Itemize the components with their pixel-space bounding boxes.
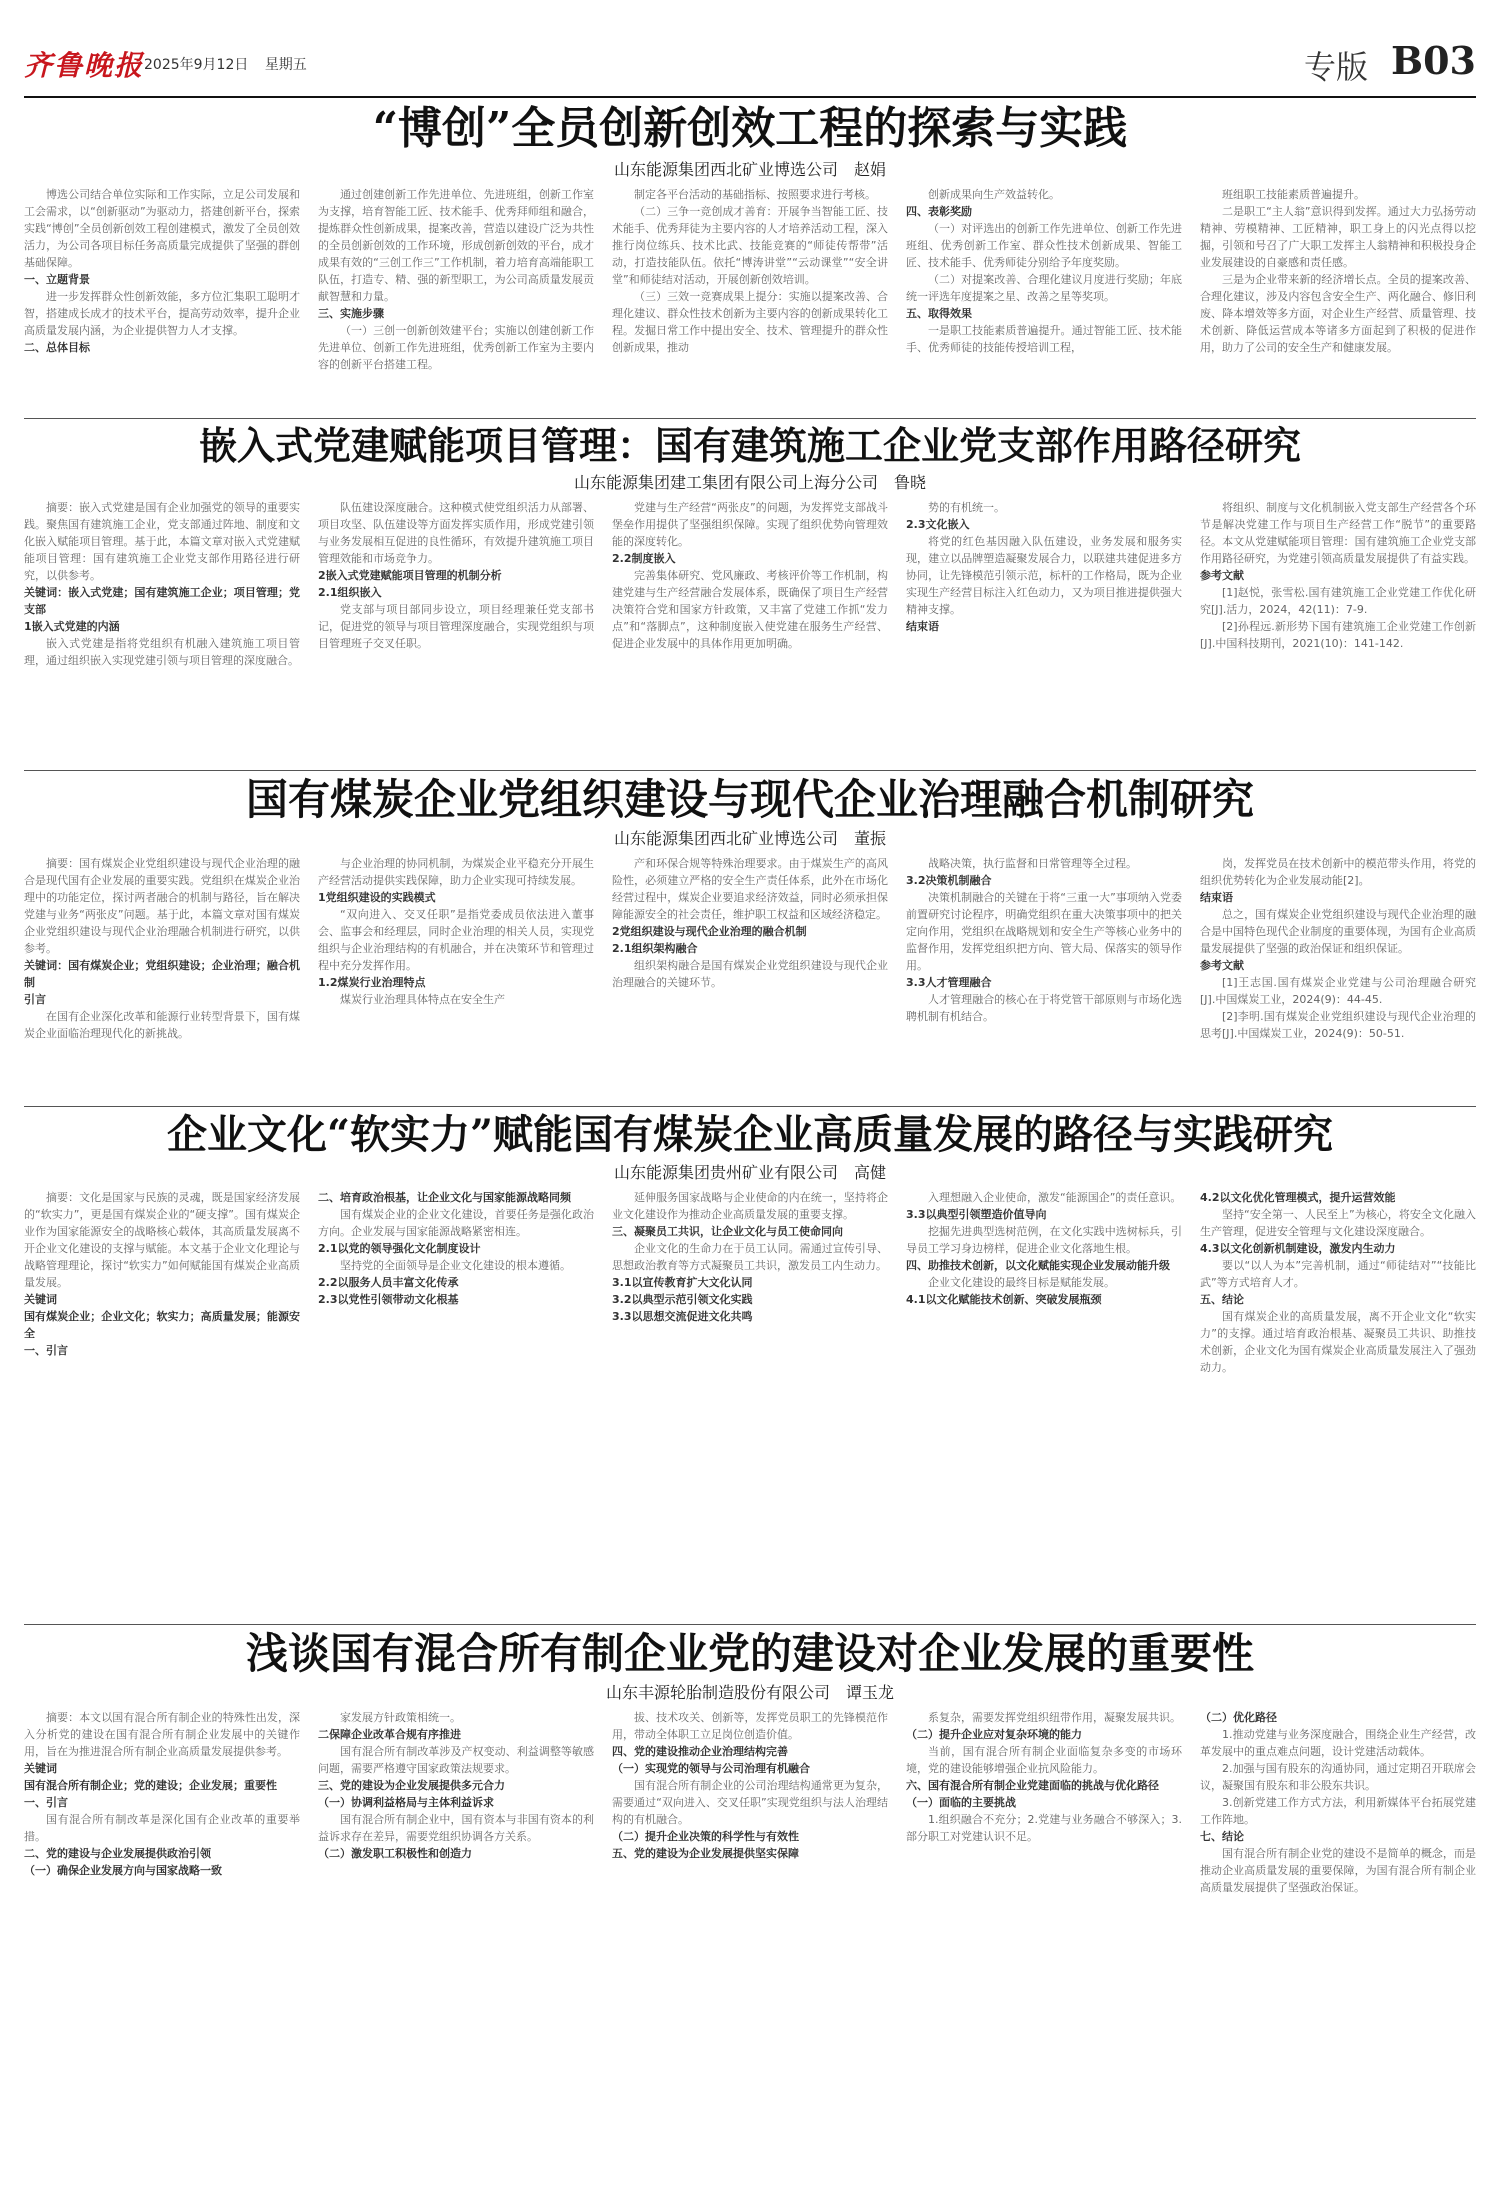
section-subhead: 三、实施步骤 — [318, 306, 384, 320]
article-byline: 山东能源集团西北矿业博选公司 赵娟 — [613, 159, 886, 179]
section-subhead: 3.3以典型引领塑造价值导向 — [906, 1208, 1047, 1221]
article-divider — [24, 418, 1476, 419]
paragraph: 党建与生产经营“两张皮”的问题，为发挥党支部战斗堡垒作用提供了坚强组织保障。实现了组织优势向管理效能的深度转化。 — [612, 500, 888, 548]
section-subhead: 结束语 — [906, 619, 939, 633]
paragraph: 产和环保合规等特殊治理要求。由于煤炭生产的高风险性，必须建立严格的安全生产责任体系，此外在市场化经营过程中，煤炭企业要追求经济效益，同时必须承担保障能源安全的社会责任，维护职工权益和区域经济稳定。 — [612, 857, 888, 922]
paragraph: （二）对提案改善、合理化建议月度进行奖励；年底统一评选年度提案之星、改善之星等奖项。 — [906, 272, 1182, 303]
paragraph: 国有混合所有制企业的公司治理结构通常更为复杂，需要通过“双向进入、交叉任职”实现党组织与法人治理结构的有机融合。 — [612, 1779, 888, 1827]
article-divider — [24, 1106, 1476, 1107]
article-column — [1200, 186, 1476, 372]
section-subhead: 一、引言 — [24, 1796, 68, 1810]
paragraph: 通过创建创新工作先进单位、先进班组，创新工作室为支撑，培育智能工匠、技术能手、优秀拜师组和融合，提炼群众性创新成果，提案改善，营造以建设广泛为共性的全员创新创效的工作环境，形成创新创效的平台，成才成果有效的“三创工作三”工作机制，着力培育高端能职工队伍，打造专、精、强的新型职工，为公司高质量发展贡献智慧和力量。 — [318, 187, 594, 303]
paragraph: 系复杂，需要发挥党组织纽带作用，凝聚发展共识。 — [928, 1711, 1181, 1725]
article-body — [24, 186, 1476, 372]
article-column — [1200, 499, 1476, 735]
paragraph: 摘要：嵌入式党建是国有企业加强党的领导的重要实践。聚焦国有建筑施工企业，党支部通过阵地、制度和文化嵌入赋能项目管理。基于此，本篇文章对嵌入式党建赋能项目管理：国有建筑施工企业党支部作用路径进行研究，以供参考。 — [24, 500, 300, 582]
paragraph: 入理想融入企业使命，激发“能源国企”的责任意识。 — [928, 1191, 1182, 1204]
paragraph: 班组职工技能素质普遍提升。 — [1222, 187, 1365, 201]
section-subhead: 参考文献 — [1200, 959, 1244, 973]
section-label: 专版 — [1303, 48, 1368, 86]
article-body — [24, 1709, 1476, 2179]
paragraph: 国有混合所有制企业党的建设不是简单的概念，而是推动企业高质量发展的重要保障，为国有混合所有制企业高质量发展提供了坚强政治保证。 — [1200, 1847, 1476, 1895]
paragraph: 3.创新党建工作方式方法，利用新媒体平台拓展党建工作阵地。 — [1200, 1796, 1476, 1827]
article-column — [906, 499, 1182, 735]
article-2 — [24, 424, 1476, 735]
article-divider — [24, 1624, 1476, 1625]
paragraph: 三是为企业带来新的经济增长点。全员的提案改善、合理化建议，涉及内容包含安全生产、两化融合、修旧利废、降本增效等多方面，对企业生产经营、质量管理、技术创新、降低运营成本等诸多方面起到了积极的促进作用，助力了公司的安全生产和健康发展。 — [1200, 272, 1476, 354]
newspaper-logo: 齐鲁晚报 — [24, 49, 145, 82]
paragraph: 人才管理融合的核心在于将党管干部原则与市场化选聘机制有机结合。 — [906, 993, 1182, 1024]
section-subhead: 2党组织建设与现代企业治理的融合机制 — [612, 925, 807, 939]
paragraph: 与企业治理的协同机制，为煤炭企业平稳充分开展生产经营活动提供实践保障，助力企业实现可持续发展。 — [318, 857, 594, 888]
section-subhead: 1党组织建设的实践模式 — [318, 891, 436, 905]
paragraph: 摘要：文化是国家与民族的灵魂，既是国家经济发展的“软实力”，更是国有煤炭企业的“硬支撑”。国有煤炭企业作为国家能源安全的战略核心载体，其高质量发展离不开企业文化建设的支撑与赋能。本文基于企业文化理论与战略管理理论，探讨“软实力”如何赋能国有煤炭企业高质量发展。 — [24, 1191, 300, 1289]
article-column — [1200, 855, 1476, 1113]
section-subhead: （二）提升企业应对复杂环境的能力 — [906, 1728, 1082, 1742]
article-5 — [24, 1630, 1476, 2179]
article-body — [24, 1189, 1476, 1629]
article-column — [318, 1709, 594, 2179]
paragraph: 嵌入式党建是指将党组织有机融入建筑施工项目管理，通过组织嵌入实现党建引领与项目管理的深度融合。 — [24, 636, 300, 667]
section-subhead: 一、立题背景 — [24, 272, 90, 286]
paragraph: 决策机制融合的关键在于将“三重一大”事项纳入党委前置研究讨论程序，明确党组织在重大决策事项中的把关定向作用，党组织在战略规划和安全生产等核心业务中的监督作用，发挥党组织把方向、管大局、保落实的领导作用。 — [906, 891, 1182, 973]
paragraph: 挖掘先进典型选树范例，在文化实践中选树标兵，引导员工学习身边榜样，促进企业文化落地生根。 — [906, 1225, 1182, 1255]
article-body — [24, 855, 1476, 1113]
article-column — [612, 186, 888, 372]
section-subhead: 4.3以文化创新机制建设，激发内生动力 — [1200, 1242, 1396, 1255]
article-byline: 山东能源集团贵州矿业有限公司 高健 — [613, 1163, 886, 1182]
paragraph: 2.加强与国有股东的沟通协同，通过定期召开联席会议，凝聚国有股东和非公股东共识。 — [1200, 1762, 1476, 1793]
paragraph: 拔、技术攻关、创新等，发挥党员职工的先锋模范作用，带动全体职工立足岗位创造价值。 — [612, 1711, 888, 1742]
section-subhead: 五、结论 — [1200, 1293, 1244, 1306]
page-number: B03 — [1391, 38, 1476, 83]
paragraph: （二）三争一竞创成才善育：开展争当智能工匠、技术能手、优秀拜徒为主要内容的人才培养活动工程，深入推行岗位练兵、技术比武、技能竞赛的“师徒传帮带”活动，打造技能队伍。依托“博涛讲堂”“云动课堂”“安全讲堂”和师徒结对活动，开展创新创效培训。 — [612, 204, 888, 286]
article-headline: 嵌入式党建赋能项目管理：国有建筑施工企业党支部作用路径研究 — [198, 423, 1301, 468]
paragraph: 国有煤炭企业的企业文化建设，首要任务是强化政治方向。企业发展与国家能源战略紧密相连。 — [318, 1208, 594, 1238]
paragraph: [1]赵悦，张雪松.国有建筑施工企业党建工作优化研究[J].活力，2024，42(11)：7-9. — [1200, 585, 1476, 616]
article-body — [24, 499, 1476, 735]
article-column — [906, 1189, 1182, 1629]
article-column — [318, 186, 594, 372]
section-subhead: 关键词 — [24, 1293, 57, 1306]
paragraph: 家发展方针政策相统一。 — [340, 1711, 461, 1725]
paragraph: 一是职工技能素质普遍提升。通过智能工匠、技术能手、优秀师徒的技能传授培训工程， — [906, 323, 1182, 354]
article-column — [612, 1709, 888, 2179]
section-subhead: 2.2制度嵌入 — [612, 551, 676, 565]
section-subhead: 3.3以思想交流促进文化共鸣 — [612, 1310, 753, 1323]
article-column — [906, 855, 1182, 1113]
header-rule — [24, 96, 1476, 98]
article-column — [24, 1709, 300, 2179]
section-subhead: 1嵌入式党建的内涵 — [24, 619, 120, 633]
article-column — [1200, 1189, 1476, 1629]
article-column — [318, 499, 594, 735]
section-subhead: （二）激发职工积极性和创造力 — [318, 1847, 472, 1861]
paragraph: 坚持党的全面领导是企业文化建设的根本遵循。 — [340, 1259, 571, 1272]
article-column — [318, 855, 594, 1113]
article-column — [612, 1189, 888, 1629]
section-subhead: 2.1组织架构融合 — [612, 942, 698, 956]
article-divider — [24, 770, 1476, 771]
paragraph: 国有混合所有制企业中，国有资本与非国有资本的利益诉求存在差异，需要党组织协调各方关系。 — [318, 1813, 594, 1844]
article-byline: 山东能源集团建工集团有限公司上海分公司 鲁晓 — [573, 472, 926, 492]
paragraph: 将组织、制度与文化机制嵌入党支部生产经营各个环节是解决党建工作与项目生产经营工作“脱节”的重要路径。本文从党建赋能项目管理：国有建筑施工企业党支部作用路径研究，为党建引领高质量发展提供了有益实践。 — [1200, 500, 1476, 565]
article-column — [906, 186, 1182, 372]
article-column — [24, 186, 300, 372]
section-subhead: 引言 — [24, 993, 46, 1007]
section-subhead: 2.3文化嵌入 — [906, 517, 970, 531]
article-column — [24, 855, 300, 1113]
paragraph: 企业文化的生命力在于员工认同。需通过宣传引导、思想政治教育等方式凝聚员工共识，激发员工内生动力。 — [612, 1242, 888, 1272]
section-subhead: 3.2以典型示范引领文化实践 — [612, 1293, 753, 1306]
section-subhead: 4.1以文化赋能技术创新、突破发展瓶颈 — [906, 1293, 1102, 1306]
section-subhead: 4.2以文化优化管理模式，提升运营效能 — [1200, 1191, 1396, 1204]
paragraph: 1.推动党建与业务深度融合，围绕企业生产经营，改革发展中的重点难点问题，设计党建活动载体。 — [1200, 1728, 1476, 1759]
paragraph: 队伍建设深度融合。这种模式使党组织活力从部署、项目攻坚、队伍建设等方面发挥实质作用，形成党建引领与业务发展相互促进的良性循环，有效提升建筑施工项目管理效能和市场竞争力。 — [318, 500, 594, 565]
section-subhead: 二、总体目标 — [24, 340, 90, 354]
section-subhead: 四、表彰奖励 — [906, 204, 972, 218]
masthead — [24, 10, 1476, 86]
section-subhead: 二保障企业改革合规有序推进 — [318, 1728, 461, 1742]
paragraph: （三）三效一竞赛成果上提分：实施以提案改善、合理化建议、群众性技术创新为主要内容的创新成果转化工程。发掘日常工作中提出安全、技术、管理提升的群众性创新成果，推动 — [612, 289, 888, 354]
section-subhead: 四、党的建设推动企业治理结构完善 — [612, 1745, 788, 1759]
paragraph: 创新成果向生产效益转化。 — [928, 187, 1060, 201]
article-column — [612, 499, 888, 735]
article-column — [318, 1189, 594, 1629]
paragraph: 制定各平台活动的基础指标、按照要求进行考核。 — [634, 187, 876, 201]
paragraph: 总之，国有煤炭企业党组织建设与现代企业治理的融合是中国特色现代企业制度的重要体现，为国有企业高质量发展提供了坚强的政治保证和组织保证。 — [1200, 908, 1476, 956]
article-column — [24, 1189, 300, 1629]
paragraph: 博选公司结合单位实际和工作实际，立足公司发展和工会需求，以“创新驱动”为驱动力，搭建创新平台，探索实践“博创”全员创新创效工程创建模式，激发了全员创效活力，为公司各项目标任务高质量完成提供了坚强的群创基础保障。 — [24, 187, 300, 269]
paragraph: 当前，国有混合所有制企业面临复杂多变的市场环境，党的建设能够增强企业抗风险能力。 — [906, 1745, 1182, 1776]
article-column — [906, 1709, 1182, 2179]
section-subhead: （一）协调利益格局与主体利益诉求 — [318, 1796, 494, 1810]
paragraph: 完善集体研究、党风廉政、考核评价等工作机制，构建党建与生产经营融合发展体系，既确保了项目生产经营决策符合党和国家方针政策，又丰富了党建工作抓“发力点”和“落脚点”，这种制度嵌入使党建在服务生产经营、促进企业发展中的具体作用更加明确。 — [612, 568, 888, 650]
section-subhead: 五、取得效果 — [906, 306, 972, 320]
section-subhead: 2.1组织嵌入 — [318, 585, 382, 599]
paragraph: 延伸服务国家战略与企业使命的内在统一，坚持将企业文化建设作为推动企业高质量发展的重要支撑。 — [612, 1191, 888, 1221]
section-subhead: 国有混合所有制企业；党的建设；企业发展；重要性 — [24, 1779, 277, 1793]
section-subhead: 2.2以服务人员丰富文化传承 — [318, 1276, 459, 1289]
article-byline: 山东丰源轮胎制造股份有限公司 谭玉龙 — [605, 1683, 894, 1703]
section-subhead: 三、凝聚员工共识，让企业文化与员工使命同向 — [612, 1225, 843, 1238]
article-4 — [24, 1112, 1476, 1629]
paragraph: 坚持“安全第一、人民至上”为核心，将安全文化融入生产管理，促进安全管理与文化建设深度融合。 — [1200, 1208, 1476, 1238]
section-subhead: 关键词：国有煤炭企业；党组织建设；企业治理；融合机制 — [24, 959, 300, 990]
paragraph: 势的有机统一。 — [928, 500, 1005, 514]
paragraph: 国有煤炭企业的高质量发展，离不开企业文化“软实力”的支撑。通过培育政治根基、凝聚员工共识、助推技术创新，企业文化为国有煤炭企业高质量发展注入了强劲动力。 — [1200, 1310, 1476, 1374]
paragraph: 1.组织融合不充分；2.党建与业务融合不够深入；3.部分职工对党建认识不足。 — [906, 1813, 1182, 1844]
section-subhead: 3.2决策机制融合 — [906, 874, 992, 888]
article-byline: 山东能源集团西北矿业博选公司 董振 — [613, 829, 886, 849]
section-subhead: 3.1以宣传教育扩大文化认同 — [612, 1276, 753, 1289]
section-subhead: 三、党的建设为企业发展提供多元合力 — [318, 1779, 505, 1793]
section-subhead: 2嵌入式党建赋能项目管理的机制分析 — [318, 568, 502, 582]
section-subhead: 二、党的建设与企业发展提供政治引领 — [24, 1847, 211, 1861]
section-subhead: 四、助推技术创新，以文化赋能实现企业发展动能升级 — [906, 1259, 1170, 1272]
section-subhead: 参考文献 — [1200, 568, 1244, 582]
paragraph: 国有混合所有制改革涉及产权变动、利益调整等敏感问题，需要严格遵守国家政策法规要求。 — [318, 1745, 594, 1776]
issue-date: 2025年9月12日 — [144, 57, 249, 73]
section-subhead: 六、国有混合所有制企业党建面临的挑战与优化路径 — [906, 1779, 1159, 1793]
section-subhead: 1.2煤炭行业治理特点 — [318, 976, 426, 990]
section-subhead: 一、引言 — [24, 1344, 68, 1357]
paragraph: 在国有企业深化改革和能源行业转型背景下，国有煤炭企业面临治理现代化的新挑战。 — [24, 1010, 300, 1041]
section-subhead: 二、培育政治根基，让企业文化与国家能源战略同频 — [318, 1191, 571, 1204]
section-subhead: （一）面临的主要挑战 — [906, 1796, 1016, 1810]
paragraph: 进一步发挥群众性创新效能，多方位汇集职工聪明才智，搭建成长成才的技术平台，提高劳动效率，提升企业高质量发展内涵，为企业提供智力人才支撑。 — [24, 289, 300, 337]
section-subhead: （二）提升企业决策的科学性与有效性 — [612, 1830, 799, 1844]
article-column — [1200, 1709, 1476, 2179]
paragraph: 将党的红色基因融入队伍建设，业务发展和服务实现，建立以品牌塑造凝聚发展合力，以联建共建促进多方协同，让先锋模范引领示范，标杆的工作格局，既为企业实现生产经营目标注入红色动力，又为项目推进提供强大精神支撑。 — [906, 534, 1182, 616]
section-subhead: 2.3以党性引领带动文化根基 — [318, 1293, 459, 1306]
paragraph: 煤炭行业治理具体特点在安全生产 — [340, 993, 505, 1007]
article-headline: 企业文化“软实力”赋能国有煤炭企业高质量发展的路径与实践研究 — [166, 1111, 1333, 1158]
section-subhead: 2.1以党的领导强化文化制度设计 — [318, 1242, 481, 1255]
paragraph: [2]李明.国有煤炭企业党组织建设与现代企业治理的思考[J].中国煤炭工业，2024(9)：50-51. — [1200, 1010, 1476, 1041]
article-column — [24, 499, 300, 735]
paragraph: “双向进入、交叉任职”是指党委成员依法进入董事会、监事会和经理层，同时企业治理的相关人员，实现党组织与企业治理结构的有机融合，并在决策环节和管理过程中充分发挥作用。 — [318, 908, 594, 973]
dateline — [144, 54, 319, 74]
paragraph: [1]王志国.国有煤炭企业党建与公司治理融合研究[J].中国煤炭工业，2024(9)：44-45. — [1200, 976, 1476, 1007]
article-3 — [24, 776, 1476, 1113]
paragraph: 企业文化建设的最终目标是赋能发展。 — [928, 1276, 1115, 1289]
section-subhead: （一）实现党的领导与公司治理有机融合 — [612, 1762, 810, 1776]
paragraph: 摘要：国有煤炭企业党组织建设与现代企业治理的融合是现代国有企业发展的重要实践。党组织在煤炭企业治理中的功能定位，探讨两者融合的机制与路径，旨在解决党建与业务“两张皮”问题。基于此，本篇文章对国有煤炭企业党组织建设与现代企业治理融合机制进行研究，以供参考。 — [24, 857, 300, 956]
article-headline: 浅谈国有混合所有制企业党的建设对企业发展的重要性 — [245, 1629, 1254, 1678]
section-subhead: 国有煤炭企业；企业文化；软实力；高质量发展；能源安全 — [24, 1310, 300, 1340]
article-headline: 国有煤炭企业党组织建设与现代企业治理融合机制研究 — [245, 775, 1254, 824]
article-headline: “博创”全员创新创效工程的探索与实践 — [372, 103, 1128, 154]
section-subhead: 五、党的建设为企业发展提供坚实保障 — [612, 1847, 799, 1861]
paragraph: 摘要：本文以国有混合所有制企业的特殊性出发，深入分析党的建设在国有混合所有制企业发展中的关键作用，旨在为推进混合所有制企业高质量发展提供参考。 — [24, 1711, 300, 1759]
section-subhead: 关键词 — [24, 1762, 57, 1776]
section-subhead: 关键词：嵌入式党建；国有建筑施工企业；项目管理；党支部 — [24, 585, 300, 616]
paragraph: 要以“以人为本”完善机制，通过“师徒结对”“技能比武”等方式培育人才。 — [1200, 1259, 1476, 1289]
article-1 — [24, 104, 1476, 372]
paragraph: 国有混合所有制改革是深化国有企业改革的重要举措。 — [24, 1813, 300, 1844]
section-subhead: 七、结论 — [1200, 1830, 1244, 1844]
section-subhead: （一）确保企业发展方向与国家战略一致 — [24, 1864, 222, 1878]
paragraph: 战略决策，执行监督和日常管理等全过程。 — [928, 857, 1137, 871]
paragraph: 组织架构融合是国有煤炭企业党组织建设与现代企业治理融合的关键环节。 — [612, 959, 888, 990]
section-subhead: 3.3人才管理融合 — [906, 976, 992, 990]
section-subhead: （二）优化路径 — [1200, 1711, 1277, 1725]
paragraph: [2]孙程远.新形势下国有建筑施工企业党建工作创新[J].中国科技期刊，2021(10)：141-142. — [1200, 619, 1476, 650]
paragraph: 二是职工“主人翁”意识得到发挥。通过大力弘扬劳动精神、劳模精神、工匠精神，职工身上的闪光点得以挖掘，引领和号召了广大职工发挥主人翁精神和积极投身企业发展建设的自豪感和责任感。 — [1200, 204, 1476, 269]
paragraph: 党支部与项目部同步设立，项目经理兼任党支部书记，促进党的领导与项目管理深度融合，实现党组织与项目管理班子交叉任职。 — [318, 602, 594, 650]
paragraph: 岗，发挥党员在技术创新中的模范带头作用，将党的组织优势转化为企业发展动能[2]。 — [1200, 857, 1476, 888]
article-column — [612, 855, 888, 1113]
section-subhead: 结束语 — [1200, 891, 1233, 905]
issue-weekday: 星期五 — [264, 57, 307, 73]
paragraph: （一）对评选出的创新工作先进单位、创新工作先进班组、优秀创新工作室、群众性技术创新成果、智能工匠、技术能手、优秀师徒分别给予年度奖励。 — [906, 221, 1182, 269]
paragraph: （一）三创一创新创效建平台；实施以创建创新工作先进单位、创新工作先进班组，优秀创新工作室为主要内容的创新平台搭建工程。 — [318, 323, 594, 371]
